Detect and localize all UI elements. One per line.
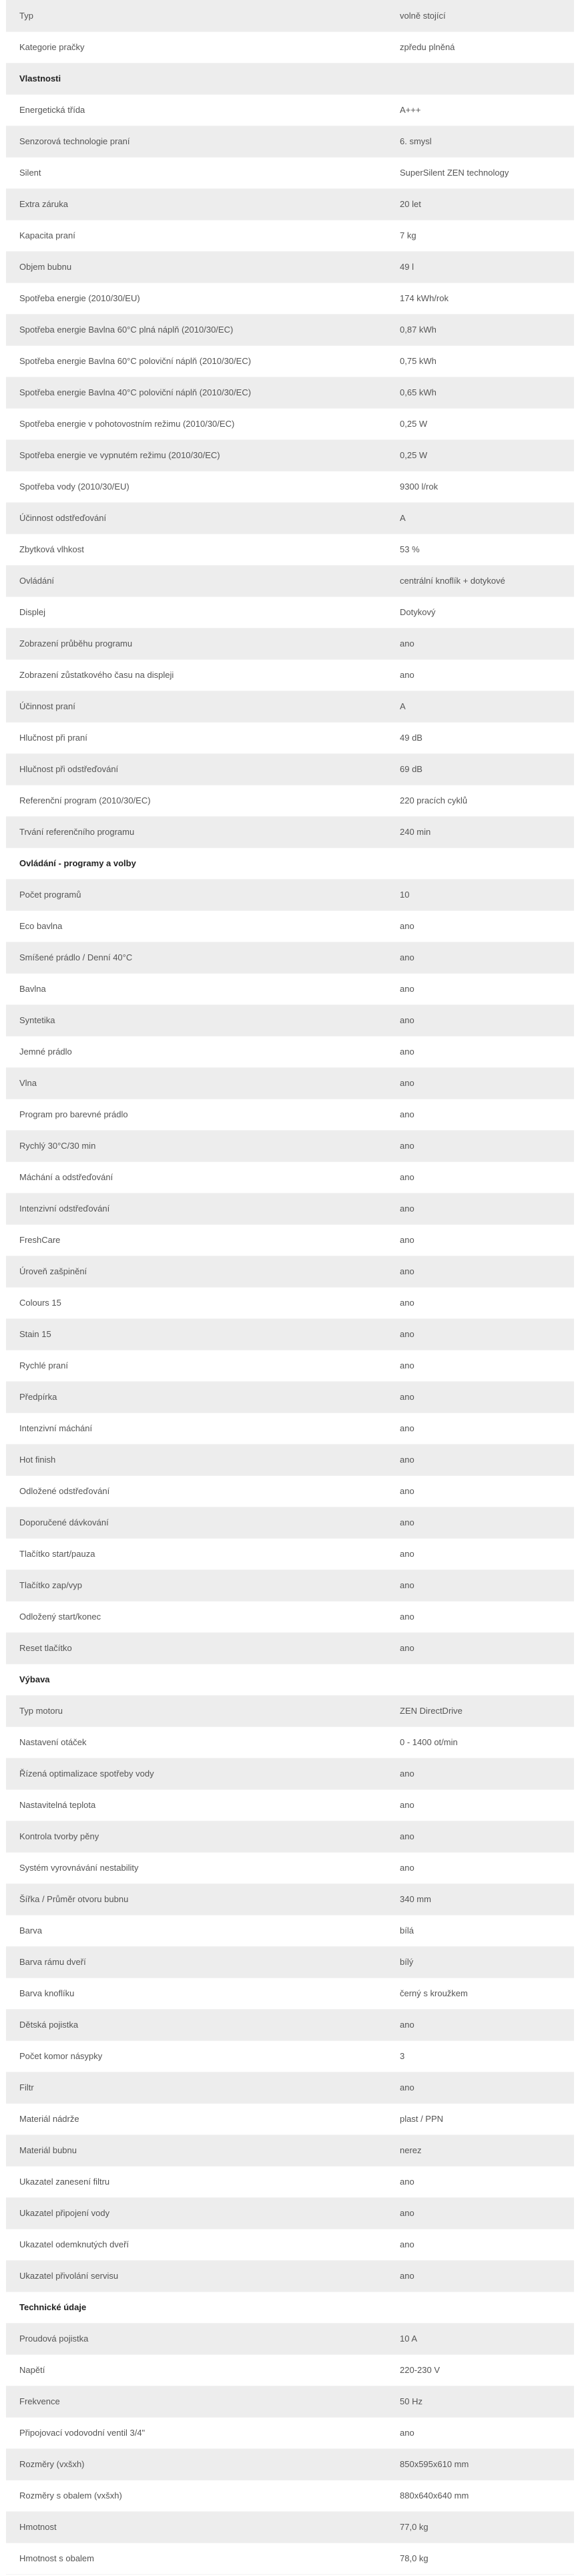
table-row — [6, 2197, 574, 2229]
spec-value: 10 A — [386, 2323, 574, 2354]
spec-label: Jemné prádlo — [6, 1036, 386, 1067]
table-row — [6, 1507, 574, 1538]
table-row — [6, 2543, 574, 2574]
spec-label: Spotřeba energie Bavlna 40°C poloviční náplň (2010/30/EC) — [6, 377, 386, 408]
spec-label: Vlna — [6, 1067, 386, 1099]
table-row — [6, 251, 574, 283]
table-row — [6, 1538, 574, 1570]
spec-label: Účinnost odstřeďování — [6, 502, 386, 534]
table-row — [6, 345, 574, 377]
spec-label: Barva knoflíku — [6, 1978, 386, 2009]
table-row — [6, 1601, 574, 1632]
spec-label: Spotřeba energie (2010/30/EU) — [6, 283, 386, 314]
spec-value: 10 — [386, 879, 574, 910]
spec-value: ano — [386, 1067, 574, 1099]
spec-value: 3 — [386, 2040, 574, 2072]
spec-value: ano — [386, 2166, 574, 2197]
table-row — [6, 126, 574, 157]
spec-value: ano — [386, 2197, 574, 2229]
spec-value: ano — [386, 628, 574, 659]
table-row — [6, 1915, 574, 1946]
spec-label: Typ motoru — [6, 1695, 386, 1726]
spec-label: Proudová pojistka — [6, 2323, 386, 2354]
spec-label: Řízená optimalizace spotřeby vody — [6, 1758, 386, 1789]
spec-label: Hlučnost při praní — [6, 722, 386, 753]
spec-value: 53 % — [386, 534, 574, 565]
table-row — [6, 1475, 574, 1507]
table-row — [6, 2354, 574, 2386]
spec-value: ZEN DirectDrive — [386, 1695, 574, 1726]
spec-label: Stain 15 — [6, 1318, 386, 1350]
spec-value: centrální knoflík + dotykové — [386, 565, 574, 596]
table-row — [6, 2386, 574, 2417]
table-row — [6, 691, 574, 722]
spec-label: Trvání referenčního programu — [6, 816, 386, 848]
spec-value: ano — [386, 1381, 574, 1413]
table-row — [6, 220, 574, 251]
spec-label: Ukazatel přivolání servisu — [6, 2260, 386, 2291]
spec-label: Systém vyrovnávání nestability — [6, 1852, 386, 1883]
spec-label: Reset tlačítko — [6, 1632, 386, 1664]
spec-label: Účinnost praní — [6, 691, 386, 722]
spec-value: 0,75 kWh — [386, 345, 574, 377]
table-row — [6, 1726, 574, 1758]
spec-value: 340 mm — [386, 1883, 574, 1915]
spec-label: Rozměry (vxšxh) — [6, 2448, 386, 2480]
table-row — [6, 2260, 574, 2291]
table-row — [6, 188, 574, 220]
table-row — [6, 1946, 574, 1978]
table-row — [6, 2417, 574, 2448]
spec-value: 240 min — [386, 816, 574, 848]
spec-value: A+++ — [386, 94, 574, 126]
table-row — [6, 157, 574, 188]
spec-value: ano — [386, 910, 574, 942]
spec-value: 78,0 kg — [386, 2543, 574, 2574]
spec-value: ano — [386, 1789, 574, 1821]
spec-label: Materiál nádrže — [6, 2103, 386, 2135]
section-header-row — [6, 63, 574, 94]
spec-value: 850x595x610 mm — [386, 2448, 574, 2480]
spec-value: A — [386, 691, 574, 722]
spec-value: ano — [386, 1318, 574, 1350]
spec-value: ano — [386, 659, 574, 691]
spec-label: Extra záruka — [6, 188, 386, 220]
table-row — [6, 2103, 574, 2135]
spec-value: ano — [386, 1601, 574, 1632]
table-row — [6, 408, 574, 439]
section-spacer — [386, 63, 574, 94]
spec-label: Referenční program (2010/30/EC) — [6, 785, 386, 816]
spec-value: zpředu plněná — [386, 31, 574, 63]
table-row — [6, 1099, 574, 1130]
spec-label: Hmotnost — [6, 2511, 386, 2543]
spec-label: Odložený start/konec — [6, 1601, 386, 1632]
table-row — [6, 659, 574, 691]
spec-value: ano — [386, 1350, 574, 1381]
section-header-row — [6, 848, 574, 879]
table-row — [6, 910, 574, 942]
spec-value: bílá — [386, 1915, 574, 1946]
spec-label: Zobrazení zůstatkového času na displeji — [6, 659, 386, 691]
spec-value: ano — [386, 1821, 574, 1852]
table-row — [6, 283, 574, 314]
spec-label: Spotřeba energie ve vypnutém režimu (2010/30/EC) — [6, 439, 386, 471]
spec-label: Ukazatel zanesení filtru — [6, 2166, 386, 2197]
spec-value: ano — [386, 1224, 574, 1256]
section-title: Vlastnosti — [6, 63, 386, 94]
spec-label: Smíšené prádlo / Denní 40°C — [6, 942, 386, 973]
table-row — [6, 534, 574, 565]
spec-value: ano — [386, 1413, 574, 1444]
section-title: Ovládání - programy a volby — [6, 848, 386, 879]
spec-label: Počet komor násypky — [6, 2040, 386, 2072]
table-row — [6, 1978, 574, 2009]
spec-value: 50 Hz — [386, 2386, 574, 2417]
table-row — [6, 1161, 574, 1193]
spec-value: ano — [386, 2072, 574, 2103]
spec-label: Ukazatel odemknutých dveří — [6, 2229, 386, 2260]
section-header-row — [6, 2291, 574, 2323]
spec-label: Připojovací vodovodní ventil 3/4" — [6, 2417, 386, 2448]
table-row — [6, 1413, 574, 1444]
spec-value: 0,25 W — [386, 408, 574, 439]
table-row — [6, 2229, 574, 2260]
table-row — [6, 1632, 574, 1664]
table-row — [6, 2009, 574, 2040]
spec-label: Ovládání — [6, 565, 386, 596]
table-row — [6, 1350, 574, 1381]
spec-label: Kategorie pračky — [6, 31, 386, 63]
spec-value: SuperSilent ZEN technology — [386, 157, 574, 188]
spec-value: ano — [386, 1161, 574, 1193]
spec-label: Napětí — [6, 2354, 386, 2386]
spec-value: volně stojící — [386, 0, 574, 31]
spec-label: Hlučnost při odstřeďování — [6, 753, 386, 785]
table-row — [6, 1256, 574, 1287]
table-row — [6, 1758, 574, 1789]
table-row — [6, 785, 574, 816]
table-row — [6, 2323, 574, 2354]
spec-value: 0,25 W — [386, 439, 574, 471]
spec-label: Počet programů — [6, 879, 386, 910]
spec-value: ano — [386, 942, 574, 973]
spec-label: Objem bubnu — [6, 251, 386, 283]
spec-value: Dotykový — [386, 596, 574, 628]
table-row — [6, 565, 574, 596]
spec-label: Nastavitelná teplota — [6, 1789, 386, 1821]
spec-label: Colours 15 — [6, 1287, 386, 1318]
table-row — [6, 1193, 574, 1224]
table-row — [6, 1224, 574, 1256]
table-row — [6, 1570, 574, 1601]
spec-label: Silent — [6, 157, 386, 188]
spec-label: Kontrola tvorby pěny — [6, 1821, 386, 1852]
spec-value: ano — [386, 1256, 574, 1287]
spec-label: Rozměry s obalem (vxšxh) — [6, 2480, 386, 2511]
spec-label: Bavlna — [6, 973, 386, 1004]
table-row — [6, 1036, 574, 1067]
spec-label: Hmotnost s obalem — [6, 2543, 386, 2574]
spec-label: Spotřeba energie v pohotovostním režimu (2010/30/EC) — [6, 408, 386, 439]
table-row — [6, 879, 574, 910]
spec-label: Materiál bubnu — [6, 2135, 386, 2166]
spec-value: ano — [386, 1570, 574, 1601]
spec-value: ano — [386, 1507, 574, 1538]
spec-label: Program pro barevné prádlo — [6, 1099, 386, 1130]
spec-label: Spotřeba energie Bavlna 60°C poloviční náplň (2010/30/EC) — [6, 345, 386, 377]
spec-value: 0,87 kWh — [386, 314, 574, 345]
spec-label: Šířka / Průměr otvoru bubnu — [6, 1883, 386, 1915]
table-row — [6, 0, 574, 31]
spec-value: ano — [386, 1130, 574, 1161]
spec-value: 6. smysl — [386, 126, 574, 157]
section-spacer — [386, 848, 574, 879]
spec-value: ano — [386, 973, 574, 1004]
spec-value: 20 let — [386, 188, 574, 220]
spec-value: ano — [386, 1444, 574, 1475]
spec-value: ano — [386, 1193, 574, 1224]
spec-value: bílý — [386, 1946, 574, 1978]
spec-value: A — [386, 502, 574, 534]
table-row — [6, 722, 574, 753]
table-row — [6, 2448, 574, 2480]
table-row — [6, 2072, 574, 2103]
spec-value: ano — [386, 1632, 574, 1664]
table-row — [6, 31, 574, 63]
spec-value: 49 dB — [386, 722, 574, 753]
table-row — [6, 596, 574, 628]
spec-label: Úroveň zašpinění — [6, 1256, 386, 1287]
spec-label: Senzorová technologie praní — [6, 126, 386, 157]
spec-label: Dětská pojistka — [6, 2009, 386, 2040]
spec-value: ano — [386, 1538, 574, 1570]
section-spacer — [386, 1664, 574, 1695]
spec-label: Typ — [6, 0, 386, 31]
spec-label: Filtr — [6, 2072, 386, 2103]
spec-label: Doporučené dávkování — [6, 1507, 386, 1538]
spec-label: Hot finish — [6, 1444, 386, 1475]
table-row — [6, 1789, 574, 1821]
spec-label: Máchání a odstřeďování — [6, 1161, 386, 1193]
table-row — [6, 314, 574, 345]
spec-value: 77,0 kg — [386, 2511, 574, 2543]
section-spacer — [386, 2291, 574, 2323]
table-row — [6, 1130, 574, 1161]
spec-label: Odložené odstřeďování — [6, 1475, 386, 1507]
spec-label: Intenzivní odstřeďování — [6, 1193, 386, 1224]
spec-value: 0,65 kWh — [386, 377, 574, 408]
spec-label: FreshCare — [6, 1224, 386, 1256]
spec-label: Ukazatel připojení vody — [6, 2197, 386, 2229]
spec-label: Předpírka — [6, 1381, 386, 1413]
table-row — [6, 439, 574, 471]
table-row — [6, 1381, 574, 1413]
spec-value: ano — [386, 2009, 574, 2040]
table-row — [6, 1444, 574, 1475]
spec-label: Spotřeba vody (2010/30/EU) — [6, 471, 386, 502]
spec-label: Displej — [6, 596, 386, 628]
table-row — [6, 628, 574, 659]
spec-value: ano — [386, 1036, 574, 1067]
spec-value: 880x640x640 mm — [386, 2480, 574, 2511]
table-row — [6, 2135, 574, 2166]
spec-label: Energetická třída — [6, 94, 386, 126]
table-row — [6, 502, 574, 534]
table-row — [6, 94, 574, 126]
spec-label: Spotřeba energie Bavlna 60°C plná náplň (2010/30/EC) — [6, 314, 386, 345]
table-row — [6, 2511, 574, 2543]
spec-value: 220-230 V — [386, 2354, 574, 2386]
spec-label: Barva — [6, 1915, 386, 1946]
spec-value: ano — [386, 1287, 574, 1318]
specifications-table — [6, 0, 574, 2575]
spec-label: Barva rámu dveří — [6, 1946, 386, 1978]
table-row — [6, 377, 574, 408]
spec-value: ano — [386, 1004, 574, 1036]
table-row — [6, 1287, 574, 1318]
table-row — [6, 2040, 574, 2072]
table-row — [6, 2166, 574, 2197]
table-row — [6, 973, 574, 1004]
table-row — [6, 1004, 574, 1036]
spec-value: 9300 l/rok — [386, 471, 574, 502]
spec-label: Tlačítko start/pauza — [6, 1538, 386, 1570]
spec-label: Frekvence — [6, 2386, 386, 2417]
spec-value: 7 kg — [386, 220, 574, 251]
section-title: Výbava — [6, 1664, 386, 1695]
spec-value: ano — [386, 1852, 574, 1883]
spec-label: Eco bavlna — [6, 910, 386, 942]
spec-label: Kapacita praní — [6, 220, 386, 251]
spec-value: nerez — [386, 2135, 574, 2166]
spec-label: Nastavení otáček — [6, 1726, 386, 1758]
spec-value: ano — [386, 2417, 574, 2448]
table-row — [6, 2480, 574, 2511]
spec-label: Rychlé praní — [6, 1350, 386, 1381]
spec-value: 220 pracích cyklů — [386, 785, 574, 816]
spec-value: 69 dB — [386, 753, 574, 785]
spec-label: Tlačítko zap/vyp — [6, 1570, 386, 1601]
spec-label: Zobrazení průběhu programu — [6, 628, 386, 659]
spec-value: 174 kWh/rok — [386, 283, 574, 314]
table-row — [6, 753, 574, 785]
spec-value: ano — [386, 1475, 574, 1507]
spec-label: Syntetika — [6, 1004, 386, 1036]
spec-label: Intenzivní máchání — [6, 1413, 386, 1444]
spec-value: 0 - 1400 ot/min — [386, 1726, 574, 1758]
spec-value: ano — [386, 2260, 574, 2291]
section-title: Technické údaje — [6, 2291, 386, 2323]
spec-value: ano — [386, 1758, 574, 1789]
spec-value: plast / PPN — [386, 2103, 574, 2135]
spec-value: ano — [386, 2229, 574, 2260]
table-row — [6, 1883, 574, 1915]
table-row — [6, 471, 574, 502]
table-row — [6, 1067, 574, 1099]
table-row — [6, 816, 574, 848]
spec-value: ano — [386, 1099, 574, 1130]
table-row — [6, 1318, 574, 1350]
spec-label: Zbytková vlhkost — [6, 534, 386, 565]
specifications-body — [6, 0, 574, 2574]
spec-value: černý s kroužkem — [386, 1978, 574, 2009]
spec-value: 49 l — [386, 251, 574, 283]
section-header-row — [6, 1664, 574, 1695]
spec-label: Rychlý 30°C/30 min — [6, 1130, 386, 1161]
table-row — [6, 1695, 574, 1726]
table-row — [6, 1821, 574, 1852]
table-row — [6, 1852, 574, 1883]
table-row — [6, 942, 574, 973]
